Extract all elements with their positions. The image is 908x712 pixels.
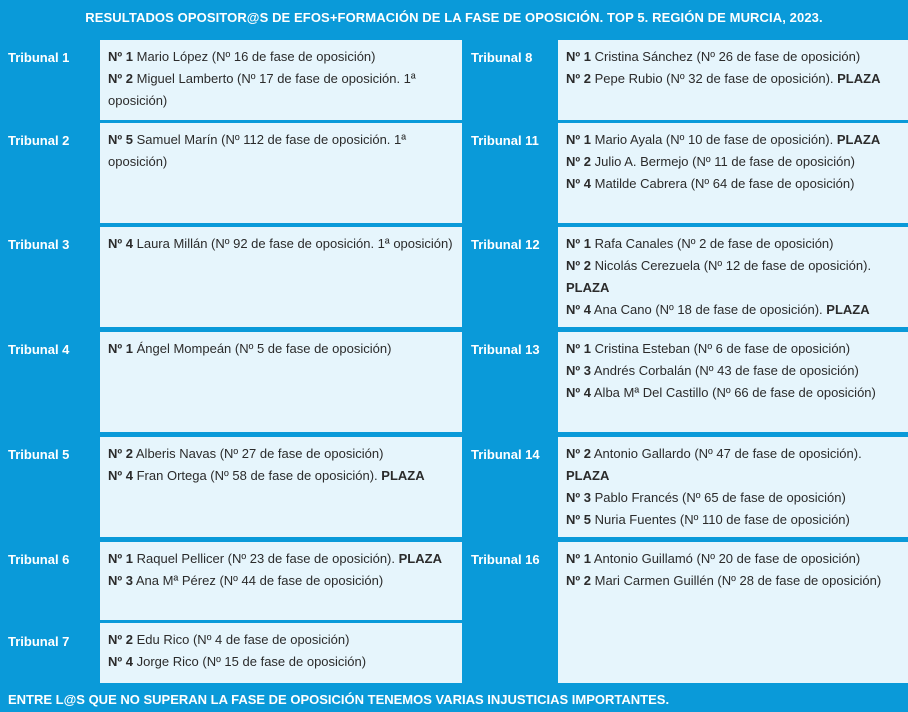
candidate-entry: Nº 1 Mario Ayala (Nº 10 de fase de oposición). PLAZA — [566, 132, 881, 147]
tribunal-label: Tribunal 1 — [8, 50, 70, 65]
candidate-entry: Nº 4 Laura Millán (Nº 92 de fase de oposición. 1ª oposición) — [108, 236, 453, 251]
candidate-entry: Nº 4 Fran Ortega (Nº 58 de fase de oposición). PLAZA — [108, 468, 425, 483]
candidate-entry: Nº 2 Antonio Gallardo (Nº 47 de fase de oposición). PLAZA — [566, 446, 862, 483]
candidate-entry: Nº 1 Mario López (Nº 16 de fase de oposición) — [108, 49, 376, 64]
tribunal-cell — [558, 227, 908, 327]
tribunal-label: Tribunal 6 — [8, 552, 70, 567]
tribunal-cell — [100, 227, 462, 327]
tribunal-label: Tribunal 8 — [471, 50, 533, 65]
candidate-entry: Nº 5 Nuria Fuentes (Nº 110 de fase de oposición) — [566, 512, 850, 527]
candidate-entry: Nº 1 Ángel Mompeán (Nº 5 de fase de oposición) — [108, 341, 392, 356]
candidate-entry: Nº 1 Cristina Sánchez (Nº 26 de fase de oposición) — [566, 49, 861, 64]
tribunal-label: Tribunal 12 — [471, 237, 540, 252]
candidate-entry: Nº 1 Raquel Pellicer (Nº 23 de fase de oposición). PLAZA — [108, 551, 442, 566]
candidate-entry: Nº 3 Ana Mª Pérez (Nº 44 de fase de oposición) — [108, 573, 384, 588]
tribunal-cell — [100, 40, 462, 120]
candidate-entry: Nº 4 Alba Mª Del Castillo (Nº 66 de fase de oposición) — [566, 385, 876, 400]
tribunal-label: Tribunal 3 — [8, 237, 70, 252]
candidate-entry: Nº 4 Matilde Cabrera (Nº 64 de fase de oposición) — [566, 176, 855, 191]
tribunal-label: Tribunal 13 — [471, 342, 540, 357]
candidate-entry: Nº 2 Julio A. Bermejo (Nº 11 de fase de oposición) — [566, 154, 855, 169]
candidate-entry: Nº 3 Pablo Francés (Nº 65 de fase de oposición) — [566, 490, 846, 505]
candidate-entry: Nº 1 Cristina Esteban (Nº 6 de fase de oposición) — [566, 341, 851, 356]
tribunal-label: Tribunal 5 — [8, 447, 70, 462]
tribunal-cell — [558, 542, 908, 683]
tribunal-cell — [100, 332, 462, 432]
tribunal-cell — [558, 123, 908, 223]
footer-note: ENTRE L@S QUE NO SUPERAN LA FASE DE OPOSICIÓN TENEMOS VARIAS INJUSTICIAS IMPORTANTES. — [8, 692, 670, 707]
tribunal-cell — [100, 437, 462, 537]
candidate-entry: Nº 2 Alberis Navas (Nº 27 de fase de oposición) — [108, 446, 384, 461]
tribunal-label: Tribunal 11 — [471, 133, 539, 148]
candidate-entry: Nº 3 Andrés Corbalán (Nº 43 de fase de oposición) — [566, 363, 859, 378]
candidate-entry: Nº 1 Antonio Guillamó (Nº 20 de fase de oposición) — [566, 551, 861, 566]
tribunal-label: Tribunal 2 — [8, 133, 70, 148]
candidate-entry: Nº 2 Pepe Rubio (Nº 32 de fase de oposición). PLAZA — [566, 71, 881, 86]
candidate-entry: Nº 1 Rafa Canales (Nº 2 de fase de oposición) — [566, 236, 834, 251]
tribunal-cell — [100, 123, 462, 223]
tribunal-cell — [558, 332, 908, 432]
candidate-entry: Nº 4 Jorge Rico (Nº 15 de fase de oposición) — [108, 654, 367, 669]
candidate-entry: Nº 5 Samuel Marín (Nº 112 de fase de oposición. 1ª oposición) — [108, 132, 407, 169]
tribunal-cell — [558, 437, 908, 537]
candidate-entry: Nº 2 Edu Rico (Nº 4 de fase de oposición) — [108, 632, 350, 647]
tribunal-label: Tribunal 16 — [471, 552, 540, 567]
tribunal-cell — [558, 40, 908, 120]
candidate-entry: Nº 2 Nicolás Cerezuela (Nº 12 de fase de oposición). PLAZA — [566, 258, 872, 295]
candidate-entry: Nº 4 Ana Cano (Nº 18 de fase de oposición). PLAZA — [566, 302, 870, 317]
page-title: RESULTADOS OPOSITOR@S DE EFOS+FORMACIÓN DE LA FASE DE OPOSICIÓN. TOP 5. REGIÓN DE MURCIA, 2023. — [85, 10, 823, 25]
candidate-entry: Nº 2 Mari Carmen Guillén (Nº 28 de fase de oposición) — [566, 573, 882, 588]
tribunal-cell — [100, 542, 462, 620]
tribunal-label: Tribunal 14 — [471, 447, 540, 462]
candidate-entry: Nº 2 Miguel Lamberto (Nº 17 de fase de oposición. 1ª oposición) — [108, 71, 416, 108]
tribunal-cell — [100, 623, 462, 683]
tribunal-label: Tribunal 4 — [8, 342, 70, 357]
tribunal-label: Tribunal 7 — [8, 634, 70, 649]
